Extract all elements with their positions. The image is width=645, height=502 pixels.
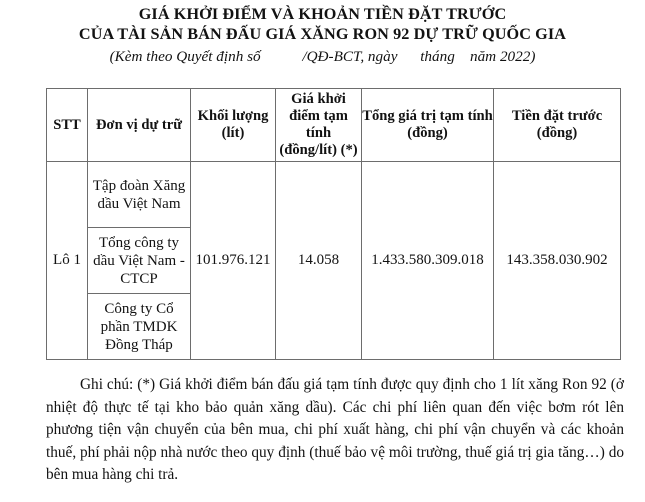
page-title-line-2: CỦA TÀI SẢN BÁN ĐẤU GIÁ XĂNG RON 92 DỰ TRỮ QUỐC GIA [78, 25, 567, 43]
cell-deposit: 143.358.030.902 [494, 162, 621, 360]
column-header-unit: Đơn vị dự trữ [88, 89, 191, 162]
cell-unit-3: Công ty Cổ phần TMDK Đồng Tháp [88, 294, 191, 360]
cell-unit-1: Tập đoàn Xăng dầu Việt Nam [88, 162, 191, 228]
table-row [47, 162, 621, 228]
price-table [46, 88, 621, 360]
column-header-unit-price: Giá khởi điểm tạm tính (đồng/lít) (*) [276, 89, 362, 162]
cell-volume: 101.976.121 [191, 162, 276, 360]
footnote-text: Ghi chú: (*) Giá khởi điểm bán đấu giá tạm tính được quy định cho 1 lít xăng Ron 92 (ở nhiệt độ thực tế tại kho bảo quản xăng dầu). Các chi phí liên quan đến việc bơm rót lên phương tiện vận chuyển của bên mua, chi phí xuất hàng, chi phí vận chuyển và các khoản thuế, phí phải nộp nhà nước theo quy định (thuế bảo vệ môi trường, thuế giá trị gia tăng…) do bên mua hàng chi trả. [46, 376, 624, 484]
column-header-deposit: Tiền đặt trước (đồng) [494, 89, 621, 162]
column-header-volume: Khối lượng (lít) [191, 89, 276, 162]
cell-unit-price: 14.058 [276, 162, 362, 360]
column-header-stt: STT [47, 89, 88, 162]
page-title-line-1: GIÁ KHỞI ĐIỂM VÀ KHOẢN TIỀN ĐẶT TRƯỚC [138, 5, 507, 23]
price-table-container [46, 88, 620, 360]
table-header-row [47, 89, 621, 162]
cell-total-value: 1.433.580.309.018 [362, 162, 494, 360]
cell-stt: Lô 1 [47, 162, 88, 360]
column-header-total-value: Tổng giá trị tạm tính (đồng) [362, 89, 494, 162]
document-title-block [0, 0, 645, 67]
page-subtitle: (Kèm theo Quyết định số /QĐ-BCT, ngày tháng năm 2022) [109, 48, 536, 65]
cell-unit-2: Tổng công ty dầu Việt Nam - CTCP [88, 228, 191, 294]
